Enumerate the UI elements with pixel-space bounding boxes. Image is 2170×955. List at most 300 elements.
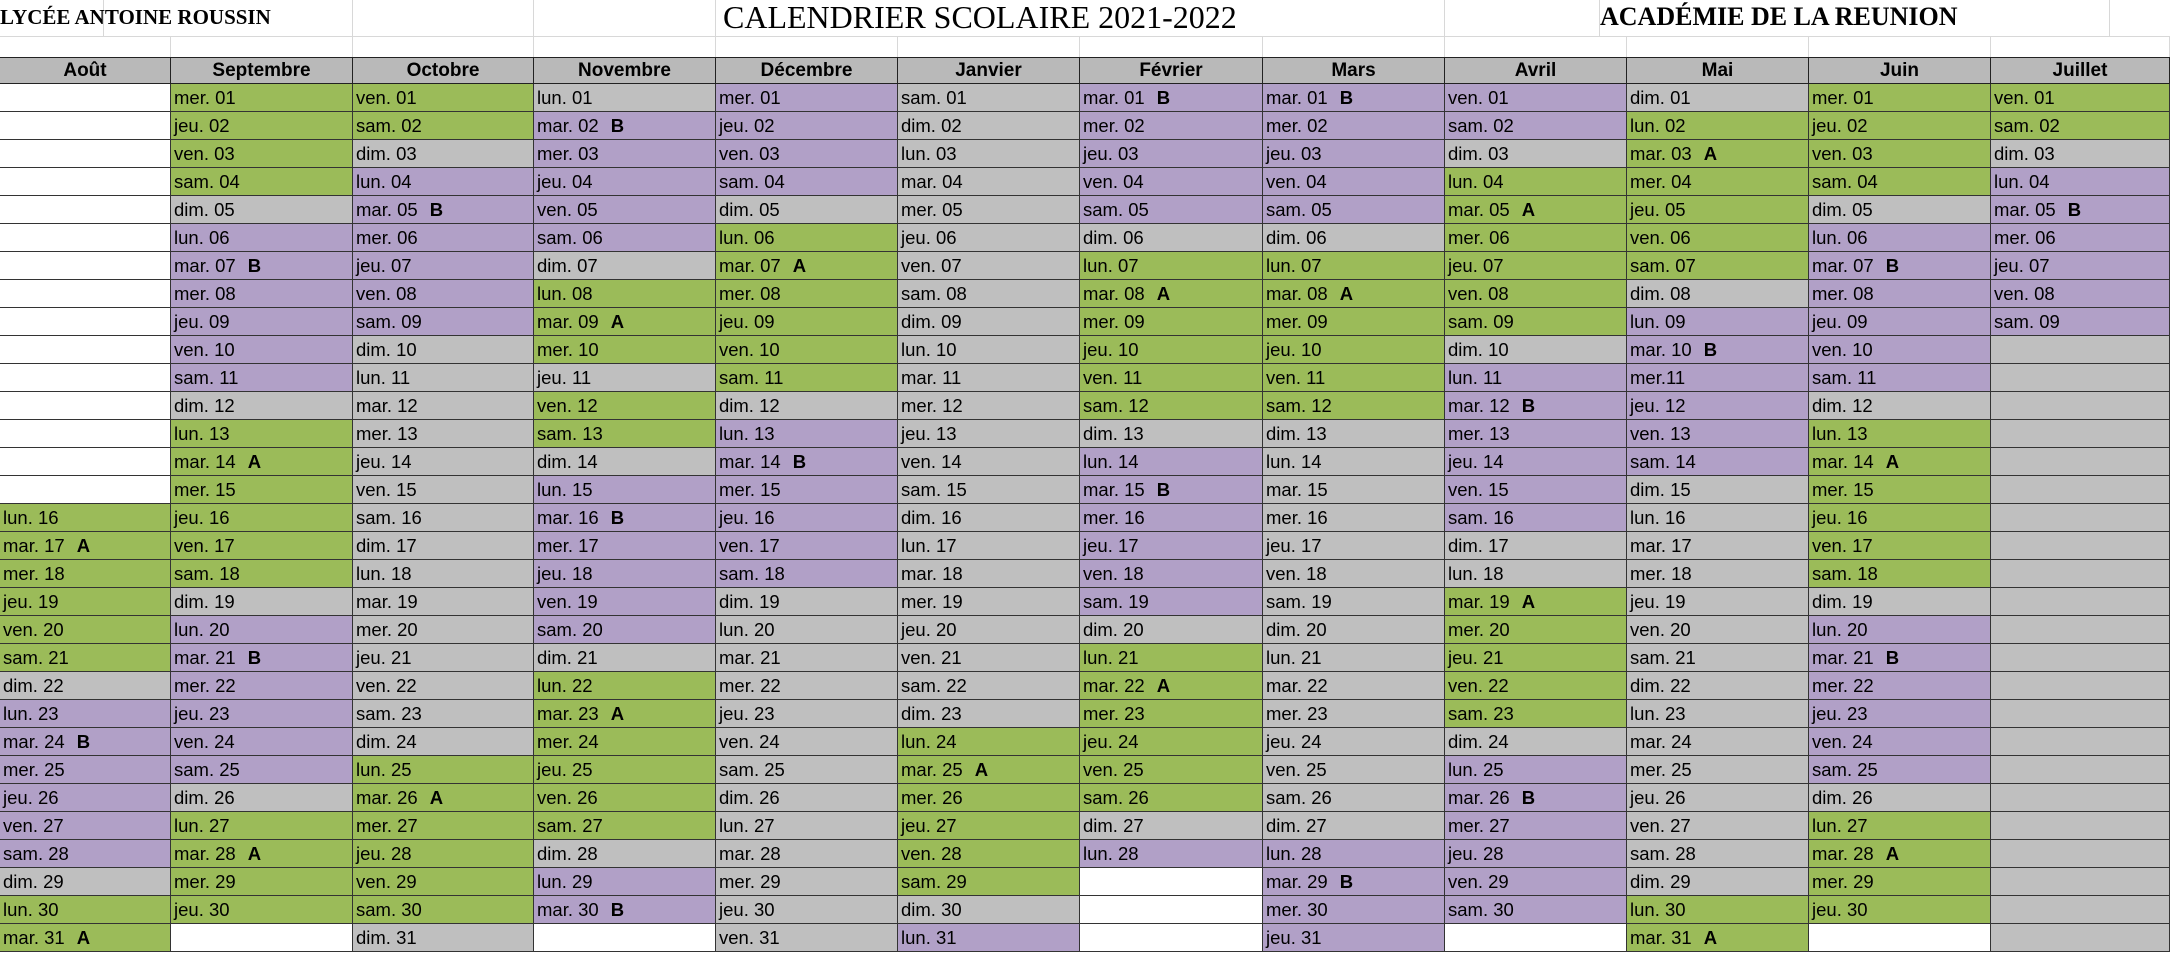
day-cell[interactable]: [1445, 784, 1627, 812]
day-cell[interactable]: [898, 448, 1080, 476]
day-cell[interactable]: [1991, 504, 2170, 532]
day-cell[interactable]: [1991, 700, 2170, 728]
day-cell[interactable]: [534, 756, 716, 784]
day-cell[interactable]: [716, 84, 898, 112]
day-cell[interactable]: [171, 140, 353, 168]
day-cell[interactable]: [171, 924, 353, 952]
day-cell[interactable]: [716, 336, 898, 364]
day-cell[interactable]: [171, 196, 353, 224]
day-cell[interactable]: [1080, 700, 1263, 728]
day-cell[interactable]: [1445, 532, 1627, 560]
day-cell[interactable]: [1809, 560, 1991, 588]
day-cell[interactable]: [1809, 924, 1991, 952]
day-cell[interactable]: [1991, 392, 2170, 420]
day-cell[interactable]: [1263, 896, 1445, 924]
day-cell[interactable]: [1263, 532, 1445, 560]
day-cell[interactable]: [1627, 812, 1809, 840]
day-cell[interactable]: [1080, 532, 1263, 560]
day-cell[interactable]: [1991, 140, 2170, 168]
day-cell[interactable]: [1809, 672, 1991, 700]
day-cell[interactable]: [353, 364, 534, 392]
day-cell[interactable]: [898, 560, 1080, 588]
day-cell[interactable]: [1080, 364, 1263, 392]
day-cell[interactable]: [1263, 616, 1445, 644]
day-cell[interactable]: [0, 476, 171, 504]
day-cell[interactable]: [898, 504, 1080, 532]
day-cell[interactable]: [353, 812, 534, 840]
day-cell[interactable]: [898, 812, 1080, 840]
day-cell[interactable]: [1991, 812, 2170, 840]
day-cell[interactable]: [171, 504, 353, 532]
day-cell[interactable]: [1445, 896, 1627, 924]
day-cell[interactable]: [1080, 420, 1263, 448]
day-cell[interactable]: [534, 112, 716, 140]
day-cell[interactable]: [716, 896, 898, 924]
day-cell[interactable]: [1809, 644, 1991, 672]
day-cell[interactable]: [1627, 616, 1809, 644]
day-cell[interactable]: [898, 168, 1080, 196]
day-cell[interactable]: [898, 700, 1080, 728]
day-cell[interactable]: [171, 336, 353, 364]
day-cell[interactable]: [353, 476, 534, 504]
day-cell[interactable]: [1080, 392, 1263, 420]
day-cell[interactable]: [898, 280, 1080, 308]
day-cell[interactable]: [353, 168, 534, 196]
day-cell[interactable]: [171, 700, 353, 728]
day-cell[interactable]: [1263, 840, 1445, 868]
day-cell[interactable]: [353, 700, 534, 728]
day-cell[interactable]: [171, 252, 353, 280]
day-cell[interactable]: [1991, 896, 2170, 924]
day-cell[interactable]: [1991, 784, 2170, 812]
day-cell[interactable]: [1263, 224, 1445, 252]
day-cell[interactable]: [716, 448, 898, 476]
day-cell[interactable]: [534, 476, 716, 504]
day-cell[interactable]: [1445, 840, 1627, 868]
day-cell[interactable]: [534, 364, 716, 392]
day-cell[interactable]: [1991, 924, 2170, 952]
day-cell[interactable]: [716, 196, 898, 224]
day-cell[interactable]: [1627, 364, 1809, 392]
day-cell[interactable]: [1445, 112, 1627, 140]
day-cell[interactable]: [353, 896, 534, 924]
day-cell[interactable]: [0, 196, 171, 224]
day-cell[interactable]: [1080, 448, 1263, 476]
day-cell[interactable]: [0, 924, 171, 952]
day-cell[interactable]: [716, 588, 898, 616]
day-cell[interactable]: [1445, 308, 1627, 336]
day-cell[interactable]: [1445, 140, 1627, 168]
day-cell[interactable]: [716, 364, 898, 392]
day-cell[interactable]: [1263, 588, 1445, 616]
day-cell[interactable]: [0, 812, 171, 840]
day-cell[interactable]: [1809, 308, 1991, 336]
day-cell[interactable]: [1263, 364, 1445, 392]
day-cell[interactable]: [0, 616, 171, 644]
day-cell[interactable]: [716, 420, 898, 448]
day-cell[interactable]: [1445, 588, 1627, 616]
day-cell[interactable]: [716, 280, 898, 308]
day-cell[interactable]: [716, 812, 898, 840]
day-cell[interactable]: [0, 392, 171, 420]
day-cell[interactable]: [1445, 504, 1627, 532]
day-cell[interactable]: [716, 140, 898, 168]
day-cell[interactable]: [353, 616, 534, 644]
day-cell[interactable]: [353, 672, 534, 700]
day-cell[interactable]: [534, 560, 716, 588]
day-cell[interactable]: [353, 280, 534, 308]
day-cell[interactable]: [1809, 224, 1991, 252]
day-cell[interactable]: [1080, 224, 1263, 252]
day-cell[interactable]: [1991, 868, 2170, 896]
day-cell[interactable]: [1991, 84, 2170, 112]
day-cell[interactable]: [1809, 280, 1991, 308]
day-cell[interactable]: [534, 252, 716, 280]
day-cell[interactable]: [1809, 420, 1991, 448]
day-cell[interactable]: [1809, 196, 1991, 224]
day-cell[interactable]: [0, 560, 171, 588]
day-cell[interactable]: [534, 644, 716, 672]
day-cell[interactable]: [1809, 336, 1991, 364]
day-cell[interactable]: [353, 532, 534, 560]
day-cell[interactable]: [0, 672, 171, 700]
day-cell[interactable]: [716, 728, 898, 756]
day-cell[interactable]: [898, 756, 1080, 784]
day-cell[interactable]: [1263, 700, 1445, 728]
day-cell[interactable]: [534, 336, 716, 364]
day-cell[interactable]: [1080, 784, 1263, 812]
day-cell[interactable]: [0, 308, 171, 336]
day-cell[interactable]: [534, 588, 716, 616]
day-cell[interactable]: [1627, 868, 1809, 896]
day-cell[interactable]: [1627, 504, 1809, 532]
day-cell[interactable]: [1263, 924, 1445, 952]
day-cell[interactable]: [1080, 812, 1263, 840]
day-cell[interactable]: [353, 308, 534, 336]
day-cell[interactable]: [716, 392, 898, 420]
day-cell[interactable]: [1991, 588, 2170, 616]
day-cell[interactable]: [898, 420, 1080, 448]
day-cell[interactable]: [1809, 392, 1991, 420]
day-cell[interactable]: [1263, 812, 1445, 840]
day-cell[interactable]: [898, 112, 1080, 140]
day-cell[interactable]: [1991, 672, 2170, 700]
day-cell[interactable]: [898, 476, 1080, 504]
day-cell[interactable]: [1991, 168, 2170, 196]
day-cell[interactable]: [1263, 504, 1445, 532]
day-cell[interactable]: [1627, 728, 1809, 756]
day-cell[interactable]: [898, 728, 1080, 756]
day-cell[interactable]: [171, 168, 353, 196]
day-cell[interactable]: [0, 252, 171, 280]
day-cell[interactable]: [898, 196, 1080, 224]
day-cell[interactable]: [1263, 868, 1445, 896]
day-cell[interactable]: [1080, 728, 1263, 756]
day-cell[interactable]: [0, 784, 171, 812]
day-cell[interactable]: [1263, 336, 1445, 364]
day-cell[interactable]: [898, 308, 1080, 336]
day-cell[interactable]: [1445, 168, 1627, 196]
day-cell[interactable]: [1809, 252, 1991, 280]
day-cell[interactable]: [1445, 756, 1627, 784]
day-cell[interactable]: [1263, 196, 1445, 224]
day-cell[interactable]: [1263, 420, 1445, 448]
day-cell[interactable]: [353, 112, 534, 140]
day-cell[interactable]: [0, 868, 171, 896]
day-cell[interactable]: [898, 784, 1080, 812]
day-cell[interactable]: [1263, 308, 1445, 336]
day-cell[interactable]: [1445, 392, 1627, 420]
day-cell[interactable]: [1445, 224, 1627, 252]
day-cell[interactable]: [1080, 672, 1263, 700]
day-cell[interactable]: [534, 700, 716, 728]
day-cell[interactable]: [1627, 140, 1809, 168]
day-cell[interactable]: [1991, 308, 2170, 336]
day-cell[interactable]: [1627, 392, 1809, 420]
day-cell[interactable]: [1627, 700, 1809, 728]
day-cell[interactable]: [1080, 924, 1263, 952]
day-cell[interactable]: [1809, 812, 1991, 840]
day-cell[interactable]: [1263, 560, 1445, 588]
day-cell[interactable]: [1445, 336, 1627, 364]
day-cell[interactable]: [716, 532, 898, 560]
day-cell[interactable]: [1627, 784, 1809, 812]
day-cell[interactable]: [1263, 448, 1445, 476]
day-cell[interactable]: [1991, 336, 2170, 364]
day-cell[interactable]: [1080, 196, 1263, 224]
day-cell[interactable]: [1080, 140, 1263, 168]
day-cell[interactable]: [534, 140, 716, 168]
day-cell[interactable]: [353, 448, 534, 476]
day-cell[interactable]: [1445, 616, 1627, 644]
day-cell[interactable]: [716, 784, 898, 812]
day-cell[interactable]: [1080, 476, 1263, 504]
day-cell[interactable]: [898, 924, 1080, 952]
day-cell[interactable]: [171, 644, 353, 672]
day-cell[interactable]: [1080, 280, 1263, 308]
day-cell[interactable]: [1809, 532, 1991, 560]
day-cell[interactable]: [1627, 896, 1809, 924]
day-cell[interactable]: [898, 644, 1080, 672]
day-cell[interactable]: [1445, 812, 1627, 840]
day-cell[interactable]: [534, 420, 716, 448]
day-cell[interactable]: [1809, 140, 1991, 168]
day-cell[interactable]: [534, 616, 716, 644]
day-cell[interactable]: [171, 476, 353, 504]
day-cell[interactable]: [1627, 588, 1809, 616]
day-cell[interactable]: [534, 308, 716, 336]
day-cell[interactable]: [1080, 336, 1263, 364]
day-cell[interactable]: [1991, 840, 2170, 868]
day-cell[interactable]: [171, 448, 353, 476]
day-cell[interactable]: [1991, 420, 2170, 448]
day-cell[interactable]: [171, 224, 353, 252]
day-cell[interactable]: [1991, 532, 2170, 560]
day-cell[interactable]: [1627, 644, 1809, 672]
day-cell[interactable]: [1627, 420, 1809, 448]
day-cell[interactable]: [534, 840, 716, 868]
day-cell[interactable]: [171, 672, 353, 700]
day-cell[interactable]: [353, 504, 534, 532]
day-cell[interactable]: [898, 532, 1080, 560]
day-cell[interactable]: [0, 728, 171, 756]
day-cell[interactable]: [1627, 532, 1809, 560]
day-cell[interactable]: [716, 924, 898, 952]
day-cell[interactable]: [1263, 644, 1445, 672]
day-cell[interactable]: [534, 280, 716, 308]
day-cell[interactable]: [171, 392, 353, 420]
day-cell[interactable]: [1809, 112, 1991, 140]
day-cell[interactable]: [0, 700, 171, 728]
day-cell[interactable]: [1445, 364, 1627, 392]
day-cell[interactable]: [1627, 112, 1809, 140]
day-cell[interactable]: [1445, 672, 1627, 700]
day-cell[interactable]: [898, 392, 1080, 420]
day-cell[interactable]: [1263, 672, 1445, 700]
day-cell[interactable]: [1080, 588, 1263, 616]
day-cell[interactable]: [1080, 504, 1263, 532]
day-cell[interactable]: [1809, 756, 1991, 784]
day-cell[interactable]: [1080, 308, 1263, 336]
day-cell[interactable]: [1627, 560, 1809, 588]
day-cell[interactable]: [0, 336, 171, 364]
day-cell[interactable]: [1080, 840, 1263, 868]
day-cell[interactable]: [1080, 644, 1263, 672]
day-cell[interactable]: [1991, 728, 2170, 756]
day-cell[interactable]: [1627, 840, 1809, 868]
day-cell[interactable]: [1627, 280, 1809, 308]
day-cell[interactable]: [534, 924, 716, 952]
day-cell[interactable]: [0, 588, 171, 616]
day-cell[interactable]: [1445, 700, 1627, 728]
day-cell[interactable]: [171, 868, 353, 896]
day-cell[interactable]: [1445, 924, 1627, 952]
day-cell[interactable]: [1809, 504, 1991, 532]
day-cell[interactable]: [171, 84, 353, 112]
day-cell[interactable]: [1991, 644, 2170, 672]
day-cell[interactable]: [1445, 84, 1627, 112]
day-cell[interactable]: [898, 616, 1080, 644]
day-cell[interactable]: [534, 672, 716, 700]
day-cell[interactable]: [1991, 280, 2170, 308]
day-cell[interactable]: [171, 532, 353, 560]
day-cell[interactable]: [534, 448, 716, 476]
day-cell[interactable]: [898, 224, 1080, 252]
day-cell[interactable]: [0, 140, 171, 168]
day-cell[interactable]: [1991, 560, 2170, 588]
day-cell[interactable]: [1080, 756, 1263, 784]
day-cell[interactable]: [0, 168, 171, 196]
day-cell[interactable]: [716, 168, 898, 196]
day-cell[interactable]: [1809, 588, 1991, 616]
day-cell[interactable]: [898, 840, 1080, 868]
day-cell[interactable]: [1627, 196, 1809, 224]
day-cell[interactable]: [1263, 728, 1445, 756]
day-cell[interactable]: [898, 588, 1080, 616]
day-cell[interactable]: [171, 560, 353, 588]
day-cell[interactable]: [716, 504, 898, 532]
day-cell[interactable]: [716, 476, 898, 504]
day-cell[interactable]: [1445, 252, 1627, 280]
day-cell[interactable]: [353, 140, 534, 168]
day-cell[interactable]: [898, 252, 1080, 280]
day-cell[interactable]: [1080, 84, 1263, 112]
day-cell[interactable]: [716, 644, 898, 672]
day-cell[interactable]: [0, 840, 171, 868]
day-cell[interactable]: [898, 364, 1080, 392]
day-cell[interactable]: [534, 868, 716, 896]
day-cell[interactable]: [534, 896, 716, 924]
day-cell[interactable]: [534, 812, 716, 840]
day-cell[interactable]: [353, 392, 534, 420]
day-cell[interactable]: [1627, 448, 1809, 476]
day-cell[interactable]: [1627, 308, 1809, 336]
day-cell[interactable]: [1445, 448, 1627, 476]
day-cell[interactable]: [1809, 364, 1991, 392]
day-cell[interactable]: [171, 420, 353, 448]
day-cell[interactable]: [1263, 112, 1445, 140]
day-cell[interactable]: [353, 560, 534, 588]
day-cell[interactable]: [1991, 756, 2170, 784]
day-cell[interactable]: [1445, 644, 1627, 672]
day-cell[interactable]: [716, 672, 898, 700]
day-cell[interactable]: [716, 840, 898, 868]
day-cell[interactable]: [716, 616, 898, 644]
day-cell[interactable]: [353, 84, 534, 112]
day-cell[interactable]: [1263, 784, 1445, 812]
day-cell[interactable]: [1809, 868, 1991, 896]
day-cell[interactable]: [353, 644, 534, 672]
day-cell[interactable]: [716, 308, 898, 336]
day-cell[interactable]: [1627, 756, 1809, 784]
day-cell[interactable]: [716, 252, 898, 280]
day-cell[interactable]: [898, 896, 1080, 924]
day-cell[interactable]: [353, 868, 534, 896]
day-cell[interactable]: [1445, 560, 1627, 588]
day-cell[interactable]: [1445, 196, 1627, 224]
day-cell[interactable]: [171, 308, 353, 336]
day-cell[interactable]: [1263, 168, 1445, 196]
day-cell[interactable]: [1263, 476, 1445, 504]
day-cell[interactable]: [171, 280, 353, 308]
day-cell[interactable]: [534, 84, 716, 112]
day-cell[interactable]: [716, 700, 898, 728]
day-cell[interactable]: [353, 784, 534, 812]
day-cell[interactable]: [171, 756, 353, 784]
day-cell[interactable]: [1809, 448, 1991, 476]
day-cell[interactable]: [171, 616, 353, 644]
day-cell[interactable]: [0, 420, 171, 448]
day-cell[interactable]: [716, 868, 898, 896]
day-cell[interactable]: [534, 728, 716, 756]
day-cell[interactable]: [1991, 364, 2170, 392]
day-cell[interactable]: [0, 504, 171, 532]
day-cell[interactable]: [898, 672, 1080, 700]
day-cell[interactable]: [171, 840, 353, 868]
day-cell[interactable]: [1627, 476, 1809, 504]
day-cell[interactable]: [353, 252, 534, 280]
day-cell[interactable]: [353, 728, 534, 756]
day-cell[interactable]: [1263, 252, 1445, 280]
day-cell[interactable]: [1445, 728, 1627, 756]
day-cell[interactable]: [534, 504, 716, 532]
day-cell[interactable]: [171, 588, 353, 616]
day-cell[interactable]: [1809, 840, 1991, 868]
day-cell[interactable]: [1080, 112, 1263, 140]
day-cell[interactable]: [1627, 672, 1809, 700]
day-cell[interactable]: [1627, 336, 1809, 364]
day-cell[interactable]: [716, 112, 898, 140]
